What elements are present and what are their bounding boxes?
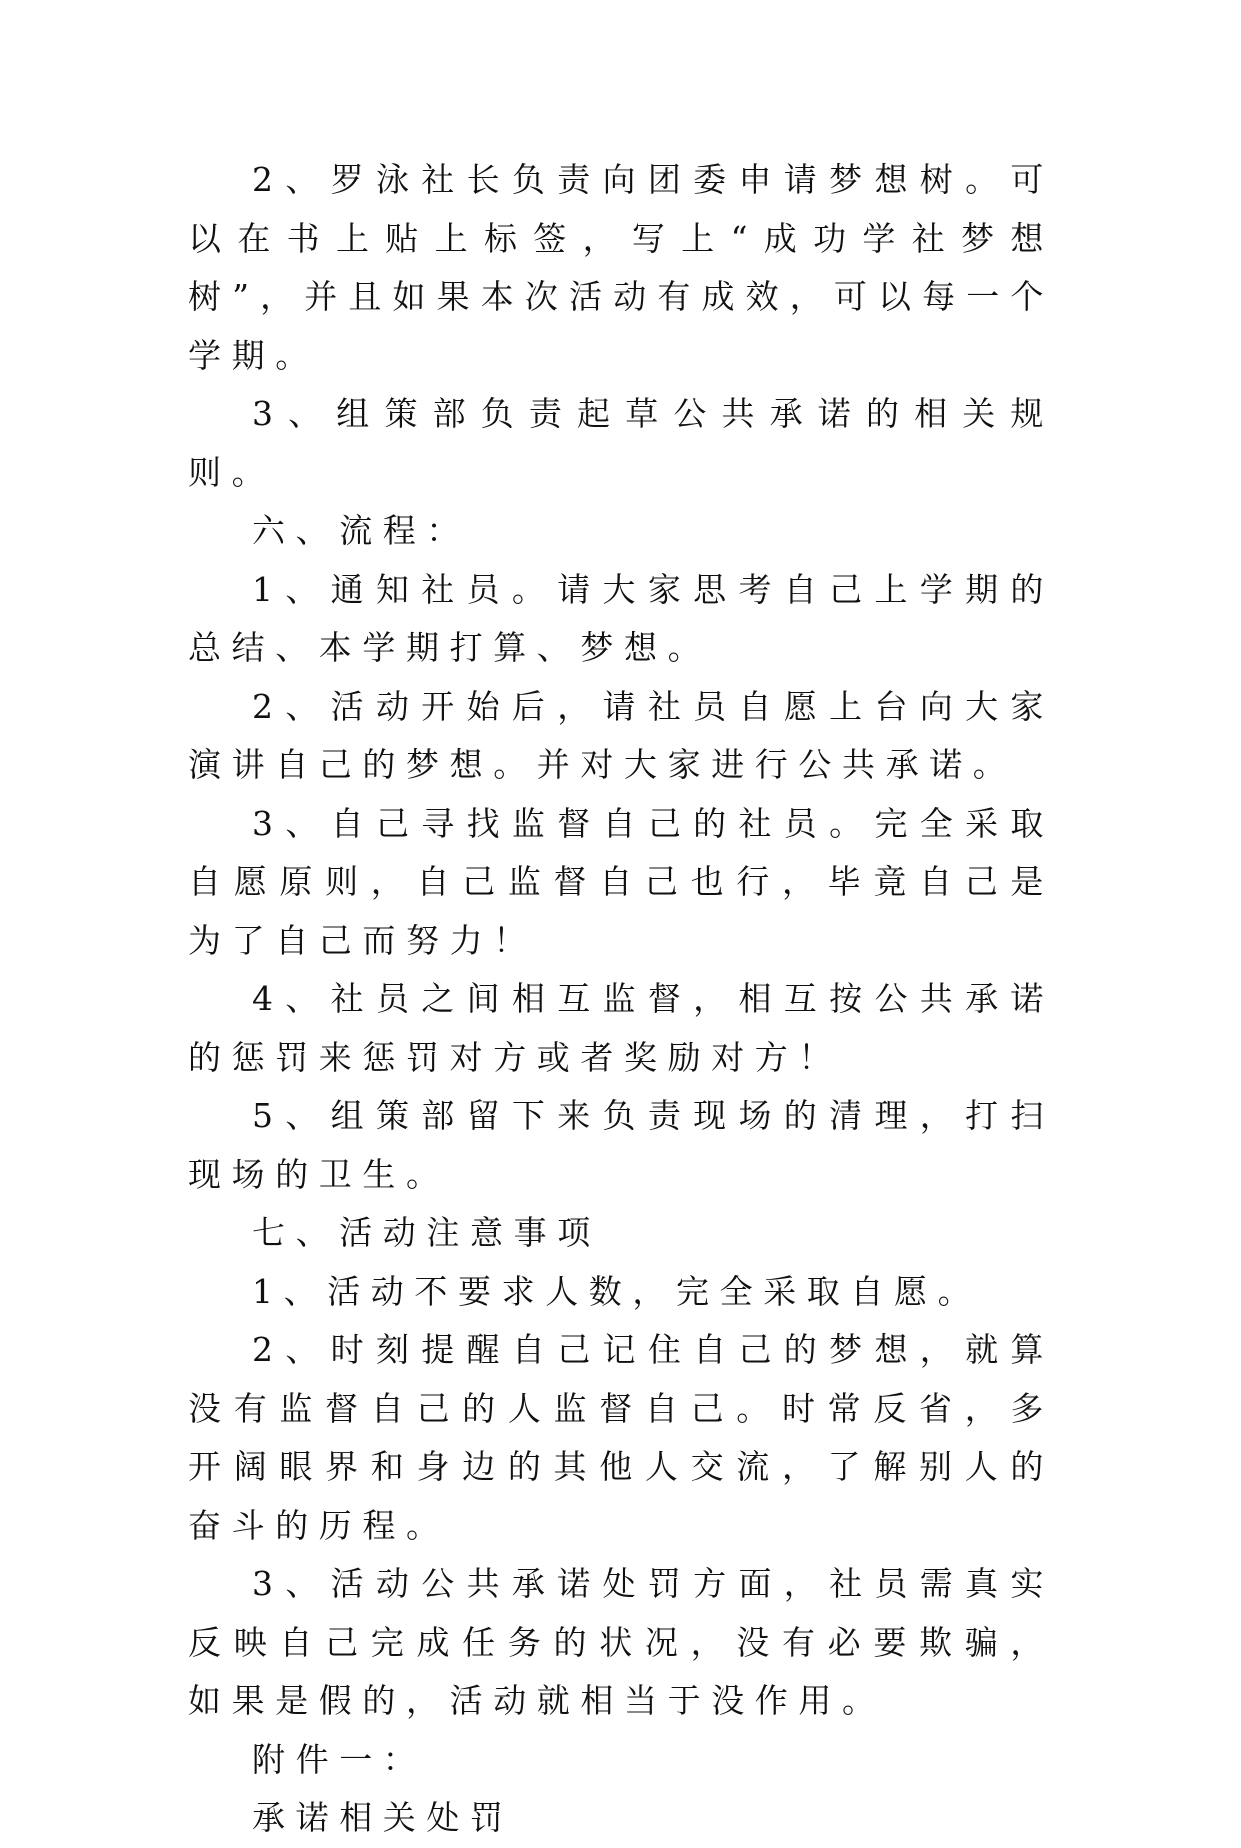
- paragraph-honest-report: 3、活动公共承诺处罚方面，社员需真实反映自己完成任务的状况，没有必要欺骗，如果是假的，活动就相当于没作用。: [188, 1564, 1054, 1720]
- paragraph-cleanup: 5、组策部留下来负责现场的清理，打扫现场的卫生。: [188, 1096, 1054, 1194]
- paragraph-find-supervisor: 3、自己寻找监督自己的社员。完全采取自愿原则，自己监督自己也行，毕竟自己是为了自己而努力！: [188, 803, 1054, 960]
- appendix-title: 承诺相关处罚: [252, 1798, 514, 1837]
- paragraph-draft-rules: 3、组策部负责起草公共承诺的相关规则。: [188, 394, 1054, 492]
- section-heading-process: 六、流程：: [252, 511, 470, 550]
- paragraph-no-headcount: 1、活动不要求人数，完全采取自愿。: [252, 1271, 982, 1311]
- paragraph-dream-tree-application: 2、罗泳社长负责向团委申请梦想树。可以在书上贴上标签，写上“成功学社梦想树”，并且如果本次活动有成效，可以每一个学期。: [188, 160, 1054, 375]
- document-body: [188, 151, 1054, 1848]
- paragraph-activity-start: 2、活动开始后，请社员自愿上台向大家演讲自己的梦想。并对大家进行公共承诺。: [188, 686, 1054, 784]
- paragraph-remember-dream: 2、时刻提醒自己记住自己的梦想，就算没有监督自己的人监督自己。时常反省，多开阔眼界和身边的其他人交流，了解别人的奋斗的历程。: [188, 1330, 1054, 1545]
- paragraph-mutual-supervision: 4、社员之间相互监督，相互按公共承诺的惩罚来惩罚对方或者奖励对方！: [188, 979, 1054, 1077]
- section-heading-notes: 七、活动注意事项: [252, 1213, 601, 1252]
- appendix-heading: 附件一：: [252, 1739, 427, 1779]
- paragraph-notify-members: 1、通知社员。请大家思考自己上学期的总结、本学期打算、梦想。: [188, 569, 1054, 667]
